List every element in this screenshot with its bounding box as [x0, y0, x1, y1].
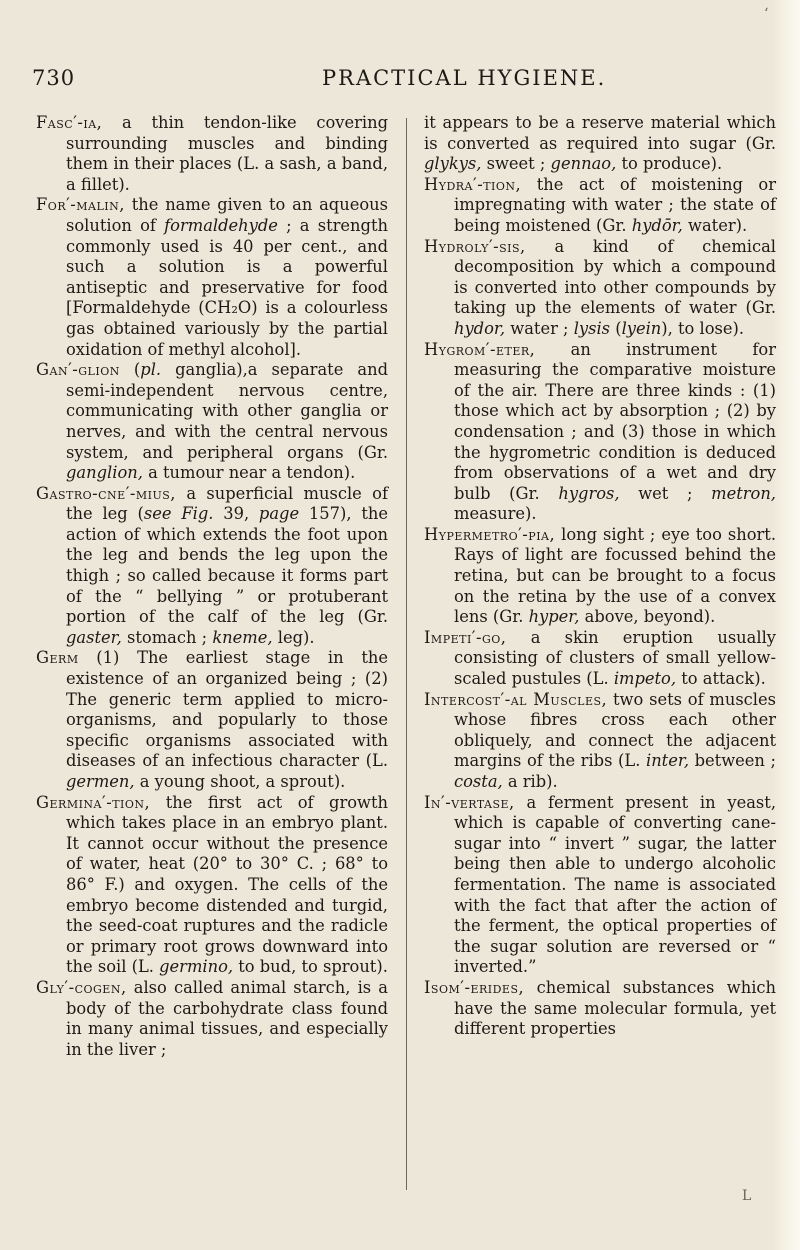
glossary-entry — [36, 195, 388, 360]
entry-text: water). — [682, 215, 748, 235]
glossary-entry — [36, 360, 388, 484]
entry-text: ganglia),a separate and semi-independent nervous centre, communicating with other ganglia or nerves, and with the central nervous system, and peripheral organs (Gr. — [66, 360, 388, 462]
italic-term: inter, — [645, 751, 690, 771]
entry-headword: For′-malin, — [36, 195, 125, 215]
entry-text: a superficial muscle of the leg ( — [66, 483, 388, 524]
glossary-entry — [36, 648, 388, 792]
entry-text: sweet ; — [481, 154, 551, 174]
column-divider — [406, 118, 407, 1190]
italic-term: ganglion, — [66, 463, 143, 483]
entry-text: a young shoot, a sprout). — [134, 772, 346, 791]
entry-headword: Impeti′-go, — [424, 627, 507, 647]
entry-headword: Hygrom′-eter, — [424, 339, 536, 359]
italic-term: impeto, — [613, 669, 677, 689]
entry-text: (1) The earliest stage in the existence of an organized being ; (2) The generic term applied to micro-organisms, and popularly to those specific organisms associated with diseases of an infectious character (L. — [66, 648, 388, 771]
entry-text: a thin tendon-like covering surrounding muscles and binding them in their places (L. a sash, a band, a fillet). — [66, 113, 388, 194]
entry-headword: Gastro-cne′-mius, — [36, 483, 176, 503]
italic-term: hydōr, — [631, 215, 683, 235]
italic-term: hyper, — [528, 607, 580, 627]
entry-text: wet ; — [619, 483, 712, 503]
italic-term: pl. — [140, 360, 162, 380]
entry-continuation — [424, 113, 776, 175]
entry-text: ( — [119, 360, 141, 380]
entry-headword: Intercost′-al Muscles, — [424, 689, 608, 709]
glossary-entry — [424, 340, 776, 525]
entry-headword: Germ — [36, 648, 79, 668]
italic-term: formaldehyde — [164, 215, 278, 235]
entry-text: a skin eruption usually consisting of clusters of small yellow-scaled pustules (L. — [454, 627, 776, 689]
right-column — [424, 113, 776, 1040]
glossary-entry — [424, 978, 776, 1040]
entry-text: a tumour near a tendon). — [142, 463, 356, 483]
entry-text: it appears to be a reserve material which is converted as required into sugar (Gr. — [424, 113, 776, 153]
italic-term: gaster, — [66, 627, 122, 647]
left-column — [36, 113, 388, 1060]
entry-text: two sets of muscles whose fibres cross each other obliquely, and connect the adjacent margins of the ribs (L. — [454, 689, 776, 771]
entry-text: measure). — [454, 504, 537, 524]
glossary-entry — [36, 978, 388, 1060]
page-edge-shadow — [772, 0, 800, 1250]
entry-text: a kind of chemical decomposition by which a compound is converted into other compounds by taking up the elements of water (Gr. — [454, 236, 776, 318]
page-number: 730 — [32, 66, 76, 90]
entry-text: a rib). — [502, 772, 558, 791]
entry-text: leg). — [272, 627, 315, 647]
entry-text: to produce). — [616, 154, 723, 174]
entry-text: the first act of growth which takes place in an embryo plant. It cannot occur without the presence of water, heat (20° to 30° C. ; 68° to 86° F.) and oxygen. The cells of the embryo become distended and turgid, the seed-coat ruptures and the radicle or primary root grows downward into the soil (L. — [66, 792, 388, 977]
glossary-entry — [424, 237, 776, 340]
entry-text: also called animal starch, is a body of the carbohydrate class found in many animal tissues, and especially in the liver ; — [66, 977, 388, 1059]
entry-text: an instrument for measuring the comparative moisture of the air. There are three kinds : (1) those which act by absorption ; (2) by condensation ; and (3) those in which the hygrometric condition is deduced from observations of a wet and dry bulb (Gr. — [454, 339, 776, 503]
entry-text: 39, — [213, 504, 259, 524]
glossary-entry — [36, 793, 388, 978]
italic-term: metron, — [711, 483, 776, 503]
glossary-entry — [424, 793, 776, 978]
entry-text: 157), the action of which extends the foot upon the leg and bends the leg upon the thigh ; so called because it forms part of the “ bellying ” or protuberant portion of the calf of the leg (Gr. — [66, 504, 388, 627]
running-title: PRACTICAL HYGIENE. — [322, 66, 607, 90]
italic-term: hydor, — [454, 318, 506, 338]
entry-text: a ferment present in yeast, which is capable of converting cane-sugar into “ invert ” sugar, the latter being then able to undergo alcoholic fermentation. The name is associated with the fact that after the action of the ferment, the optical properties of the sugar solution are reversed or “ inverted.” — [454, 792, 776, 977]
italic-term: hygros, — [558, 483, 620, 503]
glossary-entry — [36, 113, 388, 195]
entry-text: the act of moistening or impregnating with water ; the state of being moistened (Gr. — [454, 174, 776, 235]
italic-term: lysis — [573, 318, 611, 338]
entry-text: ( — [610, 318, 622, 338]
entry-text: stomach ; — [121, 627, 213, 647]
entry-headword: Hydra′-tion, — [424, 174, 522, 194]
entry-text: long sight ; eye too short. Rays of light are focussed behind the retina, but can be brought to a focus on the retina by the use of a convex lens (Gr. — [454, 524, 776, 627]
italic-term: costa, — [454, 772, 503, 791]
italic-term: gennao, — [550, 154, 617, 174]
entry-text: between ; — [689, 751, 776, 771]
italic-term: page — [258, 504, 300, 524]
entry-headword: Isom′-erides, — [424, 977, 525, 997]
glossary-entry — [36, 484, 388, 649]
glossary-entry — [424, 525, 776, 628]
glossary-entry — [424, 690, 776, 793]
entry-headword: Hypermetro′-pia, — [424, 524, 556, 544]
entry-text: to bud, to sprout). — [233, 957, 388, 977]
italic-term: lyein — [621, 318, 662, 338]
entry-text: water ; — [505, 318, 574, 338]
glossary-entry — [424, 628, 776, 690]
italic-term: glykys, — [424, 154, 482, 174]
italic-term: germen, — [66, 772, 135, 791]
page-header — [22, 66, 762, 96]
entry-headword: In′-vertase, — [424, 792, 515, 812]
italic-term: see Fig. — [143, 504, 214, 524]
entry-headword: Fasc′-ia, — [36, 113, 103, 132]
entry-headword: Hydroly′-sis, — [424, 236, 526, 256]
italic-term: kneme, — [212, 627, 273, 647]
entry-headword: Gan′-glion — [36, 360, 120, 380]
entry-text: ; a strength commonly used is 40 per cent., and such a solution is a powerful antiseptic and preservative for food [Formaldehyde (CH₂O) is a colourless gas obtained variously by the partial oxidation of methyl alcohol]. — [66, 215, 388, 359]
entry-text: ), to lose). — [661, 318, 745, 338]
entry-headword: Germina′-tion, — [36, 792, 151, 812]
stray-mark-bottom: L — [742, 1188, 752, 1204]
glossary-entry — [424, 175, 776, 237]
stray-mark-top: ‘ — [764, 6, 769, 22]
entry-headword: Gly′-cogen, — [36, 977, 127, 997]
italic-term: germino, — [159, 957, 234, 977]
entry-text: chemical substances which have the same molecular formula, yet different properties — [454, 977, 776, 1039]
entry-text: above, beyond). — [579, 607, 716, 627]
entry-text: the name given to an aqueous solution of — [66, 195, 388, 235]
entry-text: to attack). — [676, 669, 766, 689]
